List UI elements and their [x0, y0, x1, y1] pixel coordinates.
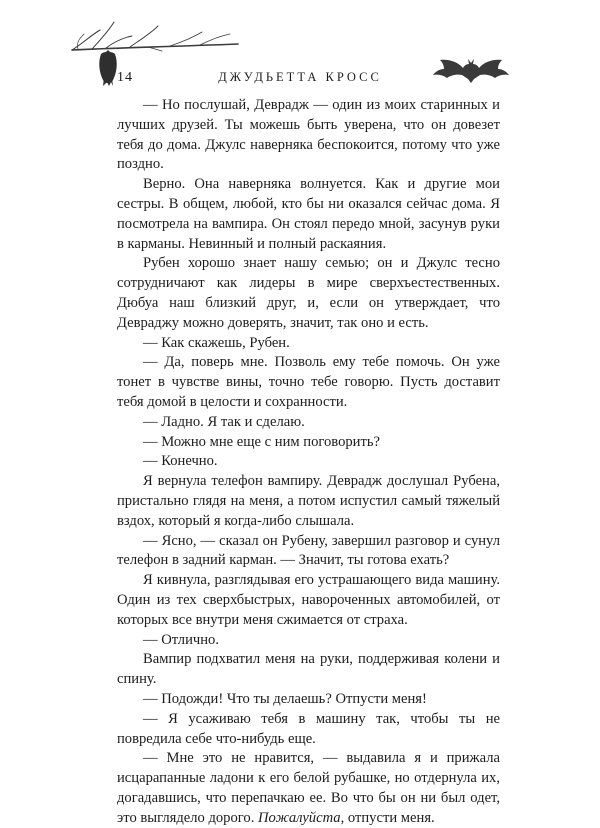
- paragraph: — Я усаживаю тебя в машину так, чтобы ты не повредила себе что-нибудь еще.: [117, 710, 500, 747]
- paragraph: — Ясно, — сказал он Рубену, завершил разговор и сунул телефон в задний карман. — Значит, ты готова ехать?: [117, 532, 500, 569]
- paragraph: Вампир подхватил меня на руки, поддерживая колени и спину.: [117, 651, 500, 688]
- body-text: [117, 96, 500, 828]
- emphasis-text: Пожалуйста: [258, 809, 341, 826]
- paragraph: — Можно мне еще с ним поговорить?: [143, 433, 380, 450]
- paragraph: — Отлично.: [143, 631, 219, 648]
- paragraph: — Да, поверь мне. Позволь ему тебе помочь. Он уже тонет в чувстве вины, точно тебе говорю. Пусть доставит тебя домой в целости и сохранности.: [117, 354, 500, 410]
- paragraph: Я вернула телефон вампиру. Деврадж дослушал Рубена, пристально глядя на меня, а потом испустил самый тяжелый вздох, который я когда-либо слышала.: [117, 473, 500, 529]
- branch-with-hanging-bat-icon: [70, 14, 240, 104]
- paragraph: — Ладно. Я так и сделаю.: [143, 413, 305, 430]
- paragraph-last-text: — Мне это не нравится, — выдавила я и прижала исцарапанные ладони к его белой рубашке, но отдернула их, догадавшись, что перепачкаю ее. Во что бы он ни был одет, это выглядело дорого.: [117, 750, 500, 826]
- page-header: [0, 0, 600, 100]
- paragraph: Верно. Она наверняка волнуется. Как и другие мои сестры. В общем, любой, кто бы ни оказался сейчас дома. Я посмотрела на вампира. Он стоял передо мной, засунув руки в карманы. Невинный и полный раскаяния.: [117, 176, 500, 252]
- paragraph: — Но послушай, Деврадж — один из моих старинных и лучших друзей. Ты можешь быть уверена, что он довезет тебя до дома. Джулс наверняка беспокоится, потому что уже поздно.: [117, 97, 500, 173]
- paragraph: Рубен хорошо знает нашу семью; он и Джулс тесно сотрудничают как лидеры в мире сверхъестественных. Дюбуа наш близкий друг, и, если он утверждает, что Девраджу можно доверять, значит, так оно и есть.: [117, 255, 500, 331]
- paragraph: — Подожди! Что ты делаешь? Отпусти меня!: [143, 690, 427, 707]
- paragraph-last: [117, 749, 500, 828]
- flying-bat-icon: [432, 54, 510, 86]
- page-number: 14: [117, 70, 133, 85]
- paragraph-last-tail: , отпусти меня.: [340, 809, 435, 826]
- running-title: ДЖУДЬЕТТА КРОСС: [218, 70, 382, 84]
- paragraph: Я кивнула, разглядывая его устрашающего вида машину. Один из тех сверхбыстрых, навороченных автомобилей, от которых все внутри меня сжимается от страха.: [117, 572, 500, 628]
- paragraph: — Конечно.: [143, 453, 218, 470]
- paragraph: — Как скажешь, Рубен.: [143, 334, 290, 351]
